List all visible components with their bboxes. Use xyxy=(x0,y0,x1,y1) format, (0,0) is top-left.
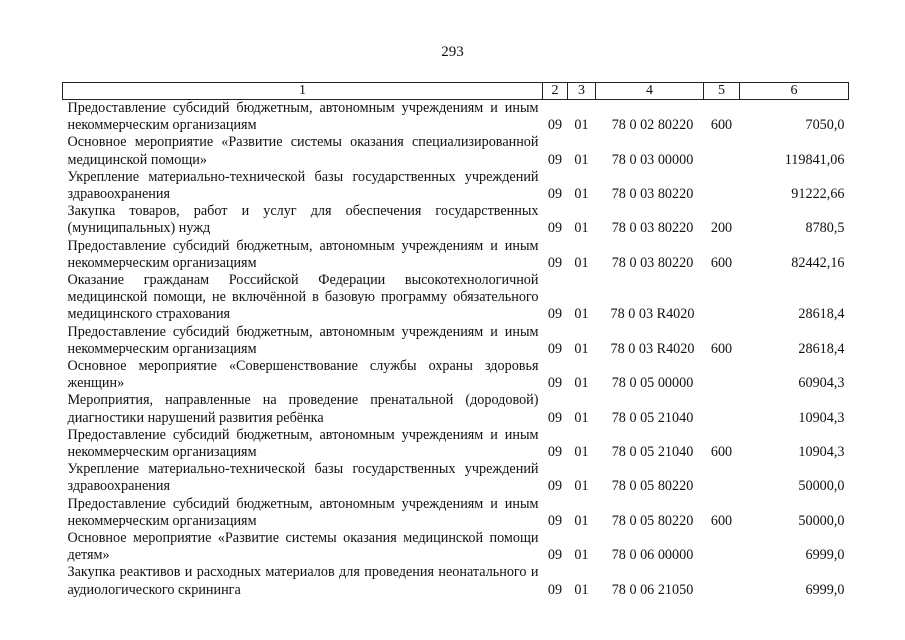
header-row xyxy=(63,83,849,100)
row-name: Основное мероприятие «Развитие системы оказания медицинской помощи детям» xyxy=(67,530,539,564)
row-name: Предоставление субсидий бюджетным, автономным учреждениям и иным некоммерческим организациям xyxy=(67,426,539,461)
row-section: 09 xyxy=(547,254,563,271)
row-expense-type xyxy=(704,530,740,564)
row-expense-type xyxy=(704,358,740,392)
table-row xyxy=(63,100,849,135)
row-subsection: 01 xyxy=(574,254,589,271)
row-section: 09 xyxy=(547,409,563,426)
row-expense-type xyxy=(704,461,740,495)
row-amount: 28618,4 xyxy=(798,306,845,323)
table-row xyxy=(63,358,849,392)
row-subsection: 01 xyxy=(574,186,589,203)
row-subsection: 01 xyxy=(574,444,589,461)
row-subsection: 01 xyxy=(574,375,589,392)
row-expense-type xyxy=(704,564,740,598)
row-section: 09 xyxy=(547,117,563,134)
table-row xyxy=(63,134,849,168)
table-row xyxy=(63,530,849,564)
row-amount: 60904,3 xyxy=(798,375,845,392)
row-target-code: 78 0 05 80220 xyxy=(611,512,694,529)
row-target-code: 78 0 03 80220 xyxy=(611,220,694,237)
row-name: Предоставление субсидий бюджетным, автономным учреждениям и иным некоммерческим организациям xyxy=(67,495,539,529)
row-subsection: 01 xyxy=(574,512,589,529)
row-amount: 50000,0 xyxy=(798,512,845,529)
row-amount: 82442,16 xyxy=(791,254,845,271)
row-target-code: 78 0 05 21040 xyxy=(611,409,694,426)
row-section: 09 xyxy=(547,306,563,323)
row-subsection: 01 xyxy=(574,340,589,357)
row-name: Оказание гражданам Российской Федерации высокотехнологичной медицинской помощи, не включённой в базовую программу обязательного медицинского страхования xyxy=(67,272,539,323)
table-row xyxy=(63,238,849,272)
row-name: Основное мероприятие «Развитие системы оказания специализированной медицинской помощи» xyxy=(67,134,539,168)
row-name: Предоставление субсидий бюджетным, автономным учреждениям и иным некоммерческим организациям xyxy=(67,323,539,357)
row-subsection: 01 xyxy=(574,547,589,564)
row-target-code: 78 0 03 R4020 xyxy=(610,340,695,357)
table-row xyxy=(63,461,849,495)
row-amount: 6999,0 xyxy=(805,581,845,598)
row-amount: 7050,0 xyxy=(805,117,845,134)
row-section: 09 xyxy=(547,512,563,529)
page-number: 293 xyxy=(441,44,464,60)
header-col-3: 3 xyxy=(568,83,596,100)
row-expense-type: 200 xyxy=(710,220,733,237)
row-expense-type: 600 xyxy=(710,512,733,529)
row-amount: 91222,66 xyxy=(791,186,845,203)
row-name: Предоставление субсидий бюджетным, автономным учреждениям и иным некоммерческим организациям xyxy=(67,237,539,271)
row-target-code: 78 0 02 80220 xyxy=(611,117,694,134)
row-amount: 10904,3 xyxy=(798,444,845,461)
header-col-2: 2 xyxy=(543,83,568,100)
row-section: 09 xyxy=(547,220,563,237)
header-col-4: 4 xyxy=(596,83,704,100)
row-name: Мероприятия, направленные на проведение пренатальной (дородовой) диагностики нарушений развития ребёнка xyxy=(67,392,539,426)
row-amount: 119841,06 xyxy=(784,151,845,168)
row-subsection: 01 xyxy=(574,151,589,168)
row-name: Укрепление материально-технической базы государственных учреждений здравоохранения xyxy=(67,168,539,203)
row-amount: 10904,3 xyxy=(798,409,845,426)
row-section: 09 xyxy=(547,340,563,357)
table-row xyxy=(63,496,849,530)
row-section: 09 xyxy=(547,547,563,564)
row-section: 09 xyxy=(547,375,563,392)
row-expense-type: 600 xyxy=(710,117,733,134)
header-col-5: 5 xyxy=(704,83,740,100)
header-col-1: 1 xyxy=(63,83,543,100)
row-amount: 8780,5 xyxy=(805,220,845,237)
row-target-code: 78 0 03 80220 xyxy=(611,254,694,271)
row-section: 09 xyxy=(547,444,563,461)
table-row xyxy=(63,169,849,203)
row-subsection: 01 xyxy=(574,409,589,426)
budget-table xyxy=(62,82,849,599)
row-target-code: 78 0 05 80220 xyxy=(611,478,694,495)
row-target-code: 78 0 03 00000 xyxy=(611,151,694,168)
row-subsection: 01 xyxy=(574,117,589,134)
row-target-code: 78 0 05 21040 xyxy=(611,444,694,461)
table-body xyxy=(63,100,849,599)
row-target-code: 78 0 03 R4020 xyxy=(610,306,695,323)
table-row xyxy=(63,564,849,598)
table-row xyxy=(63,272,849,324)
row-name: Предоставление субсидий бюджетным, автономным учреждениям и иным некоммерческим организациям xyxy=(67,100,539,134)
row-subsection: 01 xyxy=(574,220,589,237)
row-name: Укрепление материально-технической базы государственных учреждений здравоохранения xyxy=(67,461,539,495)
row-target-code: 78 0 06 00000 xyxy=(611,547,694,564)
row-amount: 28618,4 xyxy=(798,340,845,357)
table-row xyxy=(63,203,849,237)
row-section: 09 xyxy=(547,478,563,495)
row-section: 09 xyxy=(547,186,563,203)
row-subsection: 01 xyxy=(574,581,589,598)
row-subsection: 01 xyxy=(574,478,589,495)
row-amount: 50000,0 xyxy=(798,478,845,495)
row-target-code: 78 0 05 00000 xyxy=(611,375,694,392)
row-amount: 6999,0 xyxy=(805,547,845,564)
row-target-code: 78 0 06 21050 xyxy=(611,581,694,598)
row-name: Закупка реактивов и расходных материалов для проведения неонатального и аудиологического скрининга xyxy=(67,564,539,598)
row-expense-type: 600 xyxy=(710,444,733,461)
row-subsection: 01 xyxy=(574,306,589,323)
row-expense-type: 600 xyxy=(710,254,733,271)
row-target-code: 78 0 03 80220 xyxy=(611,186,694,203)
table-row xyxy=(63,324,849,358)
row-name: Основное мероприятие «Совершенствование службы охраны здоровья женщин» xyxy=(67,358,539,392)
row-expense-type xyxy=(704,134,740,168)
row-expense-type: 600 xyxy=(710,340,733,357)
table-row xyxy=(63,427,849,461)
row-expense-type xyxy=(704,392,740,426)
row-name: Закупка товаров, работ и услуг для обеспечения государственных (муниципальных) нужд xyxy=(67,203,539,237)
table-row xyxy=(63,392,849,426)
row-expense-type xyxy=(704,169,740,203)
row-expense-type xyxy=(704,272,740,324)
header-col-6: 6 xyxy=(740,83,849,100)
row-section: 09 xyxy=(547,151,563,168)
row-section: 09 xyxy=(547,581,563,598)
